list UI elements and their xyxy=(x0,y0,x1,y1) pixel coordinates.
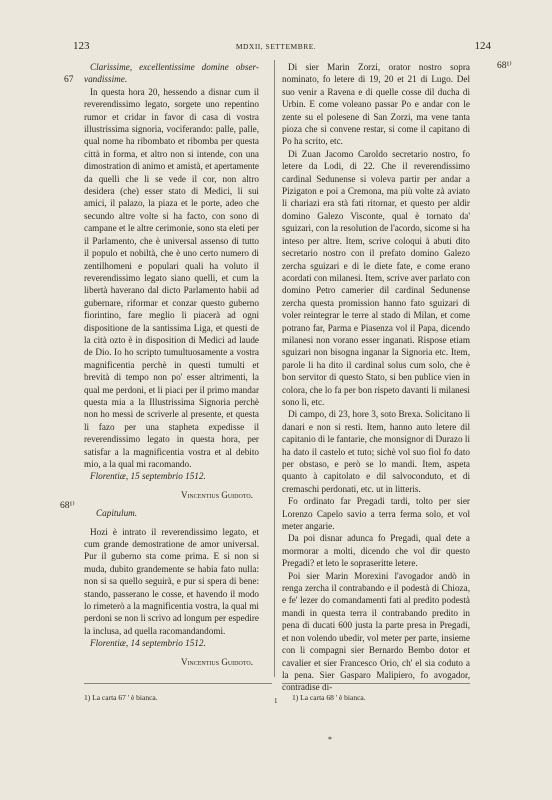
letter-salutation: Clarissime, excellentissime domine obser- vandissime. xyxy=(84,62,259,85)
center-marker: * xyxy=(328,735,332,744)
margin-number-left-2: 68¹⁾ xyxy=(60,501,75,511)
footnote-rule-right xyxy=(282,683,470,684)
letter-date-2: Florentiæ, 14 septembrio 1512. xyxy=(90,638,206,649)
page-number-right: 124 xyxy=(474,40,491,52)
page-header xyxy=(0,40,552,54)
footnote-left: 1) La carta 67 ' è bianca. xyxy=(84,693,158,702)
margin-number-right-1: 68¹⁾ xyxy=(497,61,512,71)
paragraph-campo: Di campo, di 23, hore 3, soto Brexa. Solicitano li danari e non si resti. Item, hanno auto letere dil capitanio di le fantarie, che monsignor di Durazo li ha dato il castelo et tuto; sichè vol suo fiol fo dato per obstaso, e però se lo mandi. Item, aspeta quanto à capitolato e dil salvoconduto, et di cremaschi perdonati, etc. ut in litteris. xyxy=(282,409,470,494)
capitulum-body: Hozi è intrato il reverendissimo legato, et cum grande demostratione de amor universal. Pur il guberno sta come prima. E si non si muda, dubito grandemente se habia fato nulla: non si sa quello seguirà, e pur si spera di bene: stando, passerano le cosse, et havendo il modo lo rimeterò a la magnificentia vostra, la qual mi perdoni se non li scrivo ad longum per espedire la inclusa, ad quella racomandandomi. xyxy=(84,526,259,636)
letter-body: In questa hora 20, hessendo a disnar cum il reverendissimo legato, sorgete uno repentino rumor et cridar in favor di casa di vostra illustrissima signoria, vociferando: palle, palle, qual nome ha ribombato et ribomba per questa città in forma, et altro non si intende, con una dimostration di animo et amistà, et apertamente da quelli che li se vede il cor, non altro desidera (che) esser stato di Medici, li sui amici, il palazo, la piaza et le porte, adeo che secundo altre volte si ha facto, con sono di campane et le altre cerimonie, sono sta eleti per il Parlamento, che è universal assenso di tutto il populo et nobiltà, che è uno certo numero di zentilhomeni e populari quali ha voluto il reverendissimo legato siano quelli, et cum la libertà haverano dal dicto Parlamento habii ad gubernare, riformar et conzar questo guberno fiorintino, fare meglio li piacerà ad ogni dispositione de la santissima Liga, et questi de la cità ozto è in disposition di Medici ad laude de Dio. Io ho scripto tumultuosamente a vostra magnificentia perchè in questi tumulti et brevità di tempo non po' esser altrimenti, la qual me perdoni, et li piaci per il primo mandar questa mia a la Illustrissima Signoria perchè non ho messi de scriverle al presente, et questa li fazo per una stapheta expedisse il reverendissimo legato in questa hora, per satisfar a la magnificentia vostra et al debito mio, a la qual mi racomando. xyxy=(84,86,259,469)
left-column xyxy=(84,61,259,668)
paragraph-morexini: Poi sier Marin Morexini l'avogador andò in renga zercha il contrabando e il podestà di Chioza, e fe' lezer do comandamenti fati al predito podestà mandi in questa terra il contrabando predito in pena di ducati 600 justa la parte presa in Pregadi, et non volendo ubedir, vol meter per parte, insieme con li compagni sier Bernardo Bembo dotor et cavalier et sier Francesco Orio, ch' el sia coduto a la pena. Sier Gasparo Malipiero, fo avogador, contradise di- xyxy=(282,570,470,693)
running-title: MDXII, SETTEMBRE. xyxy=(235,42,317,51)
signature-1: Vincentius Guidoto. xyxy=(180,489,253,500)
footnote-marker-left: 1 xyxy=(274,697,278,705)
footnote-right: 1) La carta 68 ' è bianca. xyxy=(292,693,366,702)
right-column xyxy=(282,61,470,694)
paragraph-pregadi-disnar: Da poi disnar adunca fo Pregadi, qual dete a mormorar a molti, dicendo che vol dir questo Pregadi? et leto le sopraseritte letere. xyxy=(282,533,470,569)
footnote-rule-left xyxy=(84,683,272,684)
signature-2: Vincentius Guidoto. xyxy=(180,656,253,667)
capitulum-heading: Capitulum. xyxy=(96,508,138,519)
page-number-left: 123 xyxy=(73,40,90,52)
paragraph-pregadi-ordinato: Fo ordinato far Pregadi tardi, tolto per sier Lorenzo Capelo savio a terra ferma solo, et vol meter angarie. xyxy=(282,496,470,532)
paragraph-zorzi: Di sier Marin Zorzi, orator nostro sopra nominato, fo letere di 19, 20 et 21 di Lugo. Del suo venir a Ravena e di quelle cosse dil ducha di Urbin. E come voleano passar Po e andar con le zente su el polesene di San Zorzi, ma vene tanta pioza che si convene restar, si come il capitano di Po ha scrito, etc. xyxy=(282,62,470,147)
margin-number-left-1: 67 xyxy=(64,75,74,85)
paragraph-caroldo: Di Zuan Jacomo Caroldo secretario nostro, fo letere da Lodi, di 22. Che il reverendissimo cardinal Sedunense si voleva partir per andar a Pizigaton e poi a Cremona, ma più volte zà aviato li chariazi era stà fati ritornar, et questo per aldir domino Galezo Visconte, qual è tornato da' sguizari, con la resolution de l'acordo, sicome si ha inteso per altre. Item, scrive coloqui à abuti dito secretario nostro con il prefato domino Galezo zercha sguizari e di le diete fate, e come erano acordati con milanesi. Item, scrive aver parlato con domino Petro camerier dil cardinal Sedunense zercha questa promission hanno fato sguizari di voler reintegrar le terre al stado di Milan, et come potrano far, Parma e Piasenza vol il Papa, dicendo milanesi non vorano esser inganati. Risposе etiam sguizari non bisogna inganar la Signoria etc. Item, parole li ha dito il cardinal solus cum solo, che è bon servitor di questo Stato, si ben publice vien in colora, che lo fa per bon rispeto davanti li milanesi sono lì, etc. xyxy=(282,148,471,407)
column-divider xyxy=(274,60,275,677)
letter-date-1: Florentiæ, 15 septembrio 1512. xyxy=(90,471,206,482)
